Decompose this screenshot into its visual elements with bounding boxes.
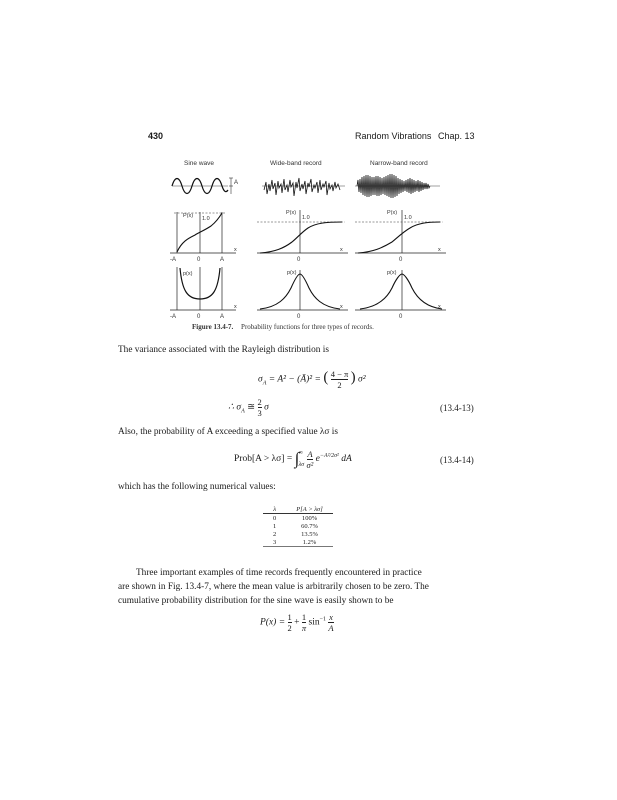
equation-number-13-4-14: (13.4-14) bbox=[440, 455, 474, 465]
table-row bbox=[263, 514, 333, 523]
paragraph-numerical-values: which has the following numerical values: bbox=[118, 482, 276, 492]
equation-sine-cdf bbox=[260, 612, 334, 633]
cdf-ylabel: P(x) bbox=[387, 210, 398, 216]
eqsine-half bbox=[288, 612, 292, 633]
eqsine-pi-fraction bbox=[302, 612, 306, 633]
tick-zero: 0 bbox=[399, 314, 403, 320]
running-title: Random Vibrations bbox=[355, 131, 432, 141]
narrowband-record bbox=[355, 174, 440, 198]
narrowband-pdf-panel bbox=[355, 270, 446, 320]
eqsine-lhs: P(x) = bbox=[260, 617, 288, 628]
eq14-exp-power: −A²/2σ² bbox=[319, 453, 339, 460]
eq13-tail: σ bbox=[264, 402, 269, 413]
sine-cdf-panel bbox=[170, 212, 237, 263]
eq14-den: σ² bbox=[306, 459, 314, 470]
page-number: 430 bbox=[148, 131, 164, 141]
table-header-row bbox=[263, 505, 333, 514]
eq13-num: 2 bbox=[257, 397, 262, 407]
sine-wave-record bbox=[172, 178, 238, 194]
table-cell: 0 bbox=[273, 514, 277, 522]
eqsine-x-num: x bbox=[329, 612, 333, 622]
eqsine-arcsin-power: −1 bbox=[319, 616, 326, 623]
tick-pos-a: A bbox=[220, 314, 225, 320]
tick-zero: 0 bbox=[297, 314, 301, 320]
eq13-sub: A bbox=[241, 408, 245, 415]
table-row bbox=[263, 522, 333, 530]
col-title-sine: Sine wave bbox=[184, 160, 214, 167]
tick-zero: 0 bbox=[197, 257, 201, 263]
x-axis-label: x bbox=[438, 304, 441, 310]
tick-pos-a: A bbox=[220, 257, 225, 263]
figure-caption-text: Probability functions for three types of records. bbox=[241, 323, 374, 331]
wideband-record bbox=[262, 178, 345, 196]
tick-neg-a: -A bbox=[170, 314, 176, 320]
eq14-lhs: Prob[A > λσ] = bbox=[234, 454, 295, 465]
paragraph-exceedance: Also, the probability of A exceeding a specified value λσ is bbox=[118, 427, 338, 437]
x-axis-label: x bbox=[234, 304, 237, 310]
eq13-lhs: ∴ σ bbox=[228, 402, 242, 413]
eqsine-x-fraction bbox=[328, 612, 333, 633]
paragraph-time-records bbox=[118, 566, 493, 608]
eqsine-pi-den: π bbox=[301, 623, 307, 633]
x-axis-label: x bbox=[340, 304, 343, 310]
eq-var-frac-den: 2 bbox=[331, 379, 349, 390]
x-axis-label: x bbox=[234, 247, 237, 253]
eq14-upper: ∞ bbox=[298, 450, 303, 456]
eq-var-frac-pi: π bbox=[343, 369, 349, 379]
table-cell: 13.5% bbox=[301, 530, 318, 538]
eqsine-half-num: 1 bbox=[287, 612, 292, 622]
table-row bbox=[263, 530, 333, 538]
eq13-fraction bbox=[258, 397, 262, 418]
paragraph-rayleigh-variance: The variance associated with the Rayleigh distribution is bbox=[118, 345, 329, 355]
table-cell: 60.7% bbox=[301, 522, 318, 530]
table-cell: 3 bbox=[273, 538, 277, 546]
paragraph-line: Three important examples of time records frequently encountered in practice bbox=[136, 568, 422, 578]
wideband-pdf-panel bbox=[257, 270, 348, 320]
table-header-lambda: λ bbox=[263, 505, 286, 514]
eq-var-lhs: σ bbox=[258, 374, 263, 385]
equation-13-4-14: Prob[A > λσ] = ∫ ∞ λσ $\frac{A}{\text{σ²}}$ $e^{-A^2/2\sigma^2}$ dA bbox=[234, 448, 352, 470]
paragraph-line: are shown in Fig. 13.4-7, where the mean value is arbitrarily chosen to be zero. The bbox=[118, 582, 429, 592]
tick-neg-a: -A bbox=[170, 257, 176, 263]
pdf-ylabel: p(x) bbox=[183, 271, 193, 277]
tick-zero: 0 bbox=[297, 257, 301, 263]
eq-var-frac-minus: − bbox=[337, 369, 342, 379]
sine-amplitude-label: A bbox=[234, 180, 239, 186]
equation-number-13-4-13: (13.4-13) bbox=[440, 403, 474, 413]
x-axis-label: x bbox=[438, 247, 441, 253]
eq-var-rhs: = A² − (Ā)² = bbox=[268, 374, 324, 385]
equation-variance: $\sigma_A = A^2$ − (Ā)² = ( $\frac{4 - \pi}{2}$ ) σ² bbox=[258, 369, 366, 390]
eqsine-pi-num: 1 bbox=[301, 612, 307, 622]
tick-zero: 0 bbox=[399, 257, 403, 263]
eq-var-frac-num: 4 bbox=[330, 369, 335, 379]
cdf-level-label: 1.0 bbox=[202, 216, 210, 222]
eqsine-arcsin: sin bbox=[308, 617, 320, 628]
eq13-approx: ≅ bbox=[247, 402, 258, 413]
eq14-num: A bbox=[307, 448, 313, 459]
table-header-probability: P[A > λσ] bbox=[286, 505, 333, 514]
cdf-ylabel: P(x) bbox=[286, 210, 297, 216]
table-cell: 100% bbox=[301, 514, 318, 522]
eq14-da: dA bbox=[341, 454, 352, 465]
eqsine-half-den: 2 bbox=[287, 623, 292, 633]
eq14-fraction bbox=[307, 449, 314, 470]
figure-caption bbox=[192, 323, 374, 331]
col-title-narrowband: Narrow-band record bbox=[370, 160, 428, 167]
eq14-lower: λσ bbox=[298, 462, 305, 468]
figure-caption-number: Figure 13.4-7. bbox=[192, 323, 234, 331]
narrowband-cdf-panel bbox=[355, 210, 446, 263]
table-cell: 1 bbox=[273, 522, 277, 530]
tick-zero: 0 bbox=[197, 314, 201, 320]
exceedance-table bbox=[263, 505, 333, 547]
sine-pdf-panel bbox=[170, 267, 237, 320]
eq14-exp-base: e bbox=[315, 454, 320, 465]
paragraph-line: cumulative probability distribution for the sine wave is easily shown to be bbox=[118, 596, 394, 606]
eqsine-plus: + bbox=[294, 617, 302, 628]
table-cell: 2 bbox=[273, 530, 277, 538]
x-axis-label: x bbox=[340, 247, 343, 253]
cdf-ylabel: P(x) bbox=[183, 213, 194, 219]
cdf-level-label: 1.0 bbox=[302, 215, 310, 221]
equation-13-4-13 bbox=[228, 397, 269, 418]
pdf-ylabel: p(x) bbox=[387, 270, 397, 276]
eq-var-sub: A bbox=[262, 380, 267, 387]
eq13-den: 3 bbox=[257, 408, 262, 418]
pdf-ylabel: p(x) bbox=[287, 270, 297, 276]
eq-var-tail: σ² bbox=[358, 374, 366, 385]
cdf-level-label: 1.0 bbox=[404, 215, 412, 221]
eq14-limits bbox=[299, 447, 305, 471]
figure-13-4-7 bbox=[0, 0, 617, 340]
chapter-label: Chap. 13 bbox=[438, 131, 475, 141]
table-cell: 1.2% bbox=[302, 538, 317, 546]
table-row bbox=[263, 538, 333, 547]
wideband-cdf-panel bbox=[257, 210, 348, 263]
eqsine-x-den: A bbox=[328, 623, 334, 633]
col-title-wideband: Wide-band record bbox=[270, 160, 322, 167]
eq-var-fraction bbox=[331, 369, 349, 390]
